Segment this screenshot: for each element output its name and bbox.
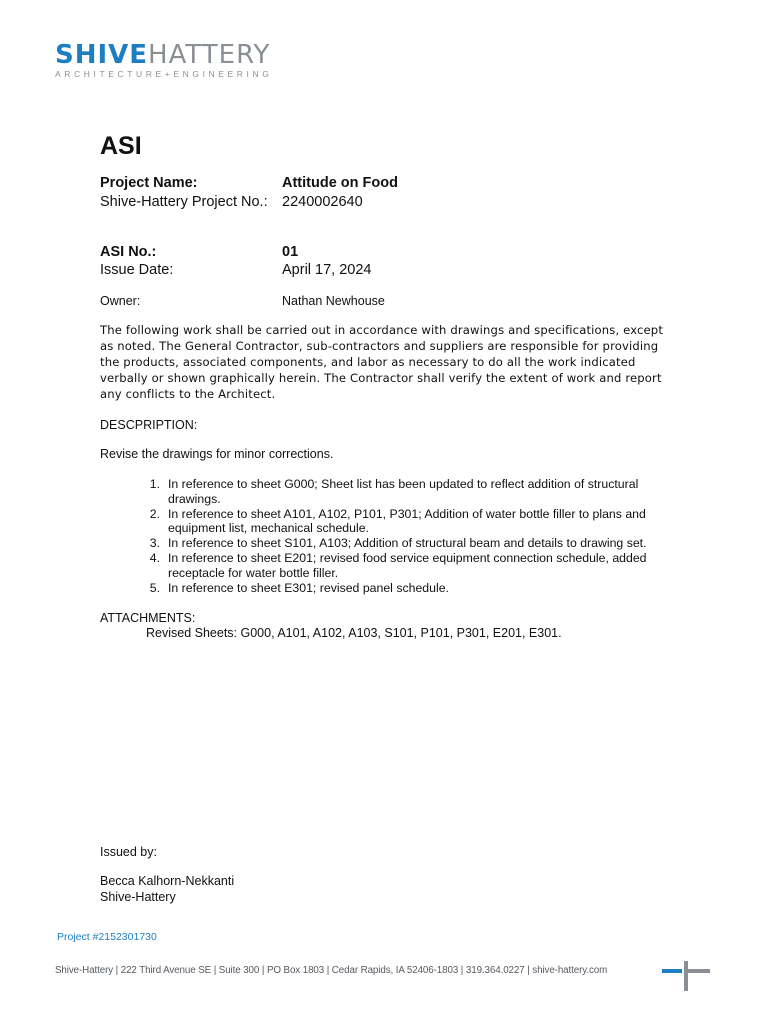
description-text: Revise the drawings for minor corrections. xyxy=(100,447,334,461)
logo-wordmark xyxy=(55,40,272,70)
issue-date-row xyxy=(100,262,371,278)
attachments-text: Revised Sheets: G000, A101, A102, A103, S101, P101, P301, E201, E301. xyxy=(146,626,562,640)
list-item xyxy=(140,477,680,507)
logo-hattery: HATTERY xyxy=(148,40,271,70)
list-item xyxy=(140,507,680,537)
company-logo xyxy=(55,40,272,79)
revision-list xyxy=(140,477,680,595)
project-number-row xyxy=(100,194,363,210)
asi-number-value: 01 xyxy=(282,244,299,260)
issuer-company: Shive-Hattery xyxy=(100,890,176,904)
list-item-text: In reference to sheet S101, A103; Addition of structural beam and details to drawing set. xyxy=(168,536,647,551)
asi-number-label: ASI No.: xyxy=(100,244,157,260)
owner-value: Nathan Newhouse xyxy=(282,294,385,308)
issue-date-label: Issue Date: xyxy=(100,262,174,278)
logo-shive: SHIVE xyxy=(55,40,149,70)
attachments-label: ATTACHMENTS: xyxy=(100,611,196,625)
issuer-name: Becca Kalhorn-Nekkanti xyxy=(100,874,235,888)
list-item-text: In reference to sheet G000; Sheet list has been updated to reflect addition of structural drawings. xyxy=(168,477,639,506)
owner-row xyxy=(100,294,385,308)
list-item-number: 2. xyxy=(149,506,160,521)
list-item xyxy=(140,551,680,581)
list-item-text: In reference to sheet E201; revised food service equipment connection schedule, added receptacle for water bottle filler. xyxy=(168,550,647,580)
list-item-number: 3. xyxy=(149,536,160,551)
intro-paragraph: The following work shall be carried out in accordance with drawings and specifications, except as noted. The General Contractor, sub-contractors and suppliers are responsible for providing the products, associated components, and labor as necessary to do all the work indicated verbally or shown graphically herein. The Contractor shall verify the extent of work and report any conflicts to the Architect. xyxy=(100,323,664,401)
issue-date-value: April 17, 2024 xyxy=(282,262,372,278)
asi-number-row xyxy=(100,244,298,260)
owner-label: Owner: xyxy=(100,294,141,308)
list-item-number: 4. xyxy=(149,550,160,565)
project-name-row xyxy=(100,175,398,191)
project-tag: Project #2152301730 xyxy=(57,931,157,943)
list-item-number: 1. xyxy=(149,477,160,491)
list-item-number: 5. xyxy=(149,580,160,595)
description-label: DESCPRIPTION: xyxy=(100,418,198,432)
footer-address: Shive-Hattery | 222 Third Avenue SE | Suite 300 | PO Box 1803 | Cedar Rapids, IA 52406-1803 | 319.364.0227 | shive-hattery.com xyxy=(55,965,608,976)
logo-tagline: ARCHITECTURE+ENGINEERING xyxy=(55,69,273,79)
project-name-label: Project Name: xyxy=(100,175,198,191)
project-number-value: 2240002640 xyxy=(282,194,363,210)
issued-by-label: Issued by: xyxy=(100,845,157,859)
list-item-text: In reference to sheet E301; revised panel schedule. xyxy=(168,580,449,595)
list-item xyxy=(140,581,680,596)
list-item-text: In reference to sheet A101, A102, P101, P301; Addition of water bottle filler to plans and equipment list, mechanical schedule. xyxy=(168,506,646,536)
list-item xyxy=(140,536,680,551)
project-name-value: Attitude on Food xyxy=(282,175,398,191)
project-number-label: Shive-Hattery Project No.: xyxy=(100,194,268,210)
document-title: ASI xyxy=(100,132,142,160)
shive-hattery-plus-mark-icon xyxy=(662,961,712,991)
